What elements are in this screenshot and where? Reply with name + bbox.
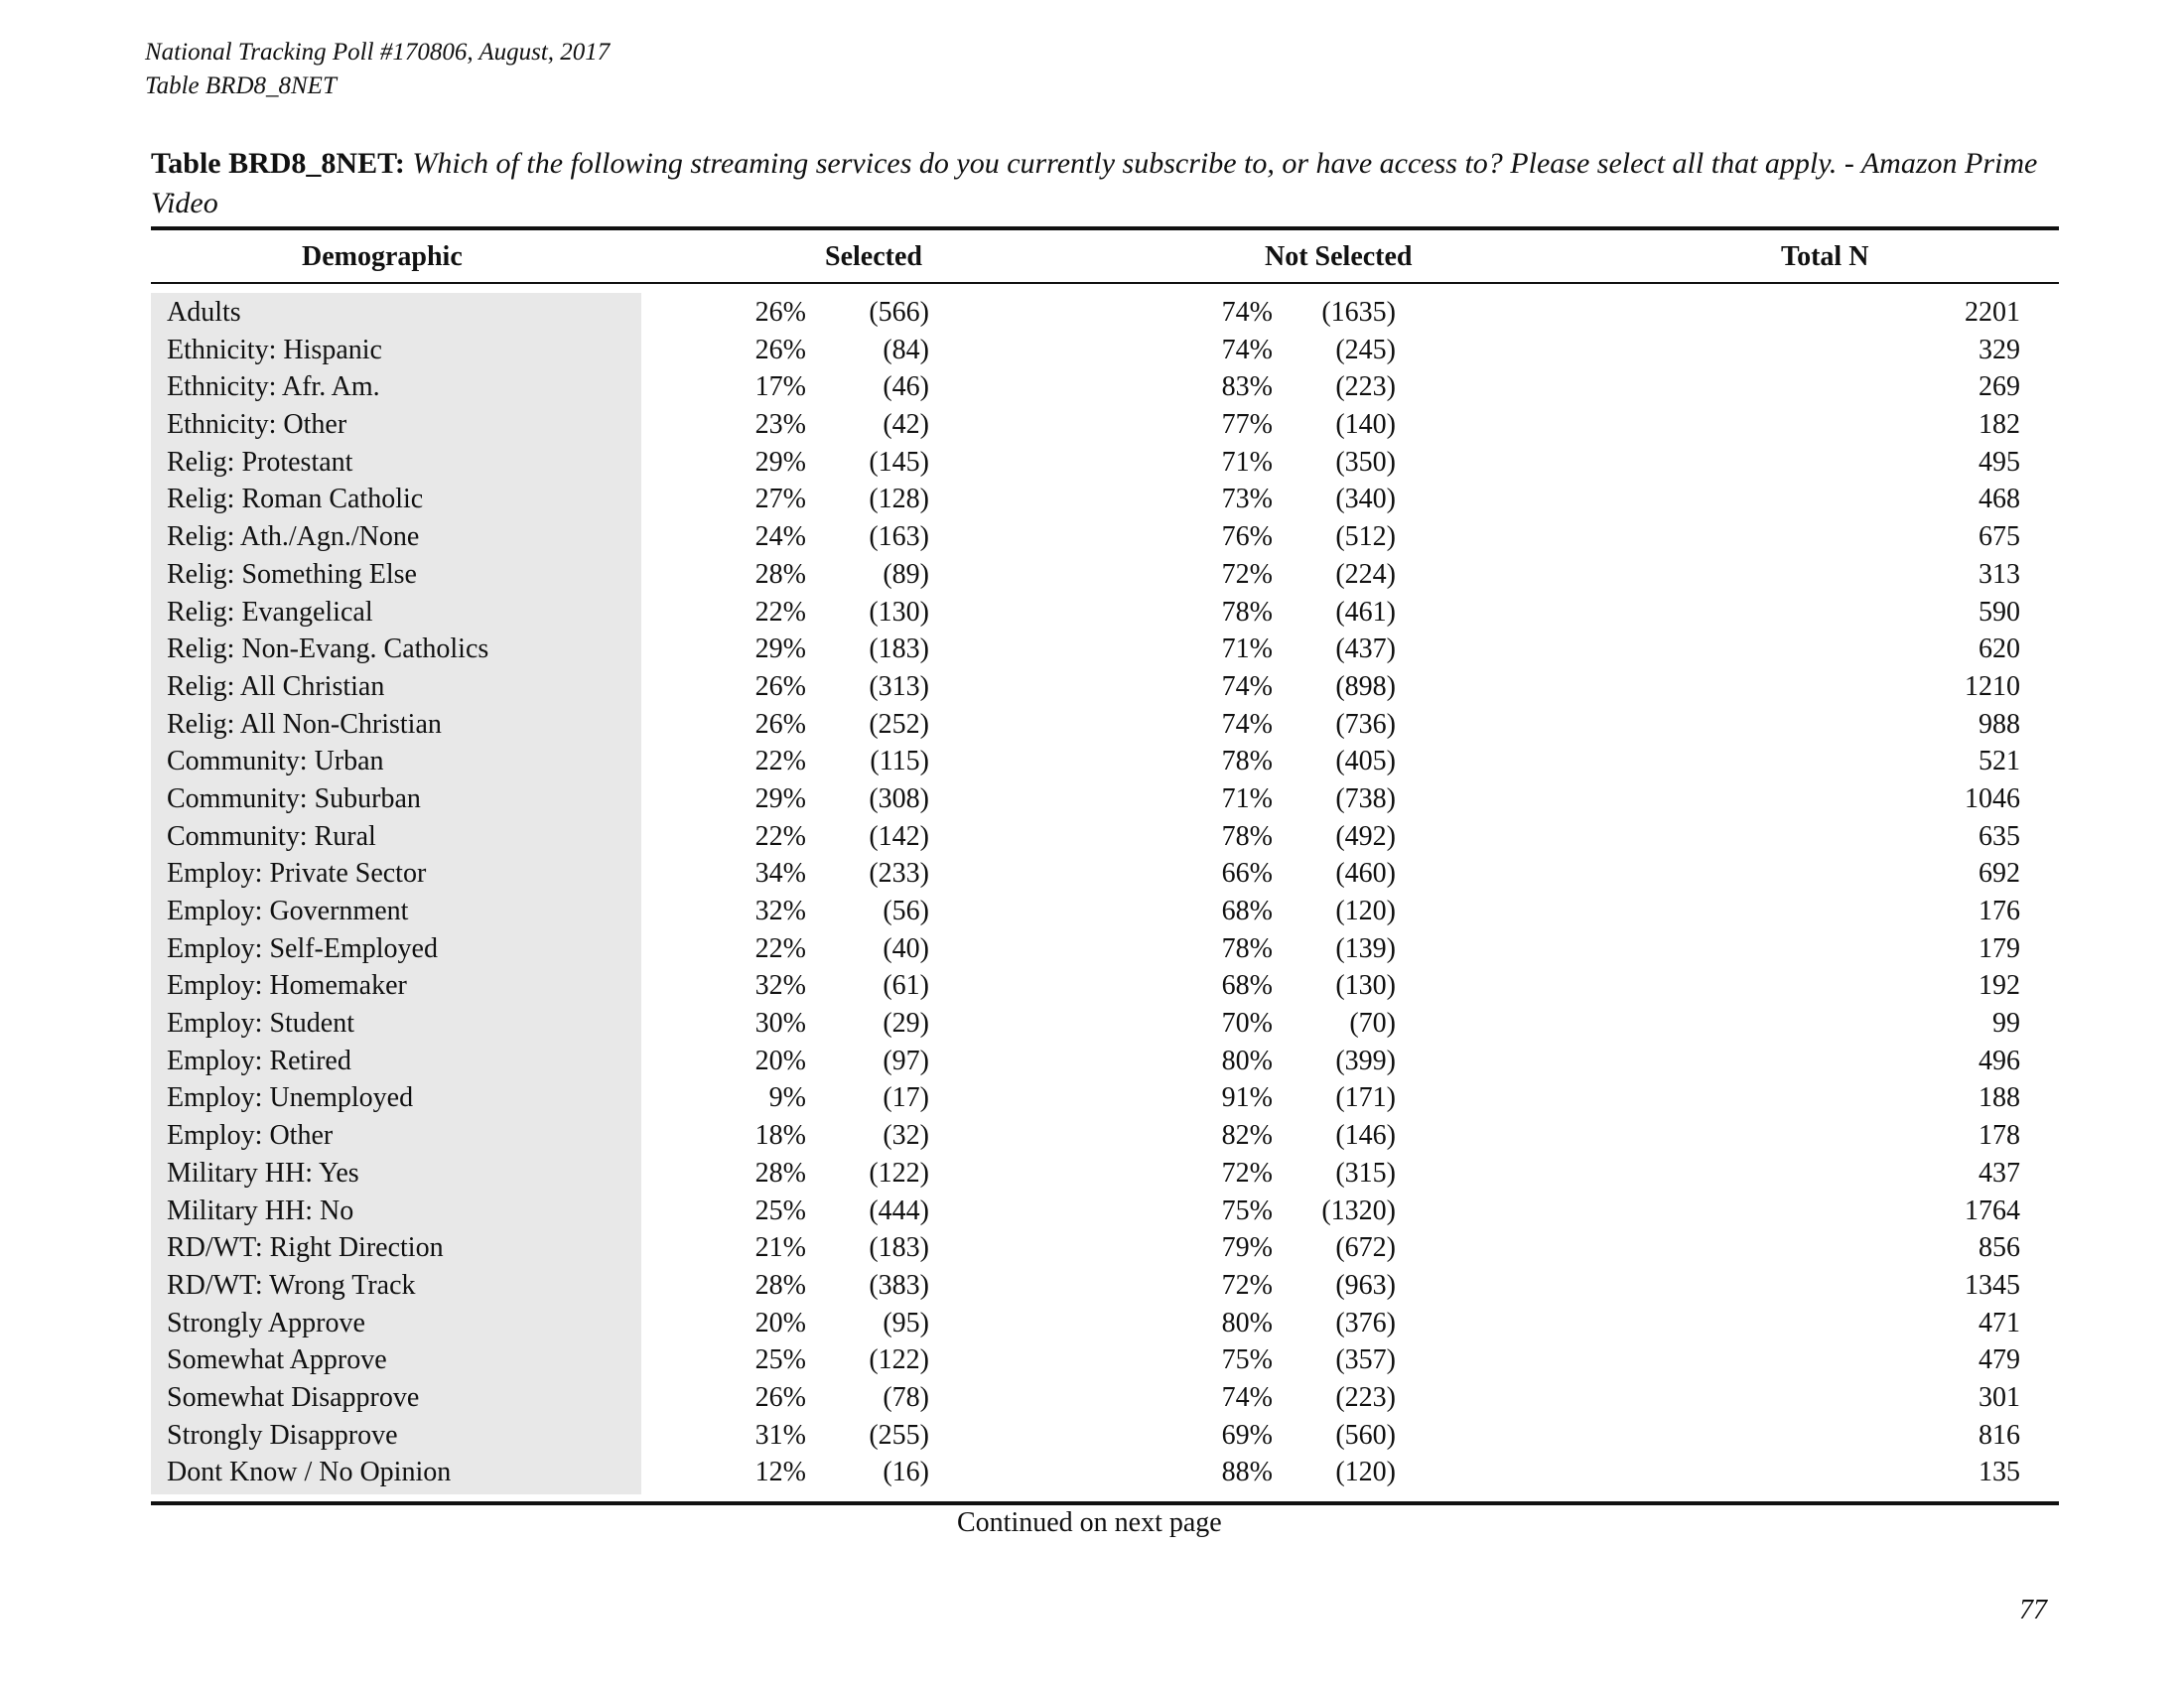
selected-count-cell: (95)	[883, 1307, 929, 1338]
demographic-cell: Employ: Homemaker	[167, 970, 407, 1002]
total-n-cell: 179	[1979, 932, 2020, 964]
table-row	[0, 1193, 2184, 1230]
demographic-cell: Adults	[167, 297, 241, 328]
total-n-cell: 590	[1979, 596, 2020, 628]
not-selected-count-cell: (672)	[1335, 1232, 1396, 1264]
not-selected-count-cell: (224)	[1335, 558, 1396, 590]
table-row	[0, 780, 2184, 818]
demographic-cell: Community: Suburban	[167, 782, 421, 814]
total-n-cell: 856	[1979, 1232, 2020, 1264]
not-selected-percent-cell: 73%	[1221, 484, 1273, 515]
selected-count-cell: (32)	[883, 1120, 929, 1152]
selected-percent-cell: 32%	[754, 896, 806, 926]
not-selected-count-cell: (340)	[1335, 484, 1396, 515]
table-row	[0, 1305, 2184, 1342]
demographic-cell: Employ: Other	[167, 1120, 334, 1152]
demographic-cell: Dont Know / No Opinion	[167, 1457, 452, 1488]
table-row	[0, 1155, 2184, 1193]
table-row	[0, 1117, 2184, 1155]
selected-count-cell: (56)	[883, 896, 929, 926]
table-row	[0, 444, 2184, 482]
not-selected-count-cell: (315)	[1335, 1157, 1396, 1189]
table-row	[0, 406, 2184, 444]
selected-percent-cell: 22%	[754, 820, 806, 852]
not-selected-percent-cell: 91%	[1221, 1082, 1273, 1114]
column-header-demographic: Demographic	[302, 241, 463, 272]
selected-percent-cell: 28%	[754, 1269, 806, 1301]
selected-count-cell: (40)	[883, 932, 929, 964]
not-selected-count-cell: (146)	[1335, 1120, 1396, 1152]
column-header-selected: Selected	[825, 241, 922, 272]
page-header	[145, 36, 610, 103]
not-selected-count-cell: (245)	[1335, 334, 1396, 365]
selected-count-cell: (313)	[869, 670, 929, 702]
selected-count-cell: (42)	[883, 409, 929, 441]
selected-percent-cell: 32%	[754, 970, 806, 1002]
selected-percent-cell: 26%	[754, 297, 806, 328]
total-n-cell: 135	[1979, 1457, 2020, 1488]
not-selected-count-cell: (399)	[1335, 1045, 1396, 1076]
not-selected-percent-cell: 71%	[1221, 633, 1273, 665]
table-row	[0, 556, 2184, 594]
not-selected-percent-cell: 71%	[1221, 782, 1273, 814]
selected-percent-cell: 12%	[754, 1457, 806, 1488]
table-title-question: Which of the following streaming services do you currently subscribe to, or have access to? Please select all that apply. - Amazon Prime Video	[151, 147, 2038, 219]
demographic-cell: Employ: Private Sector	[167, 858, 427, 890]
not-selected-percent-cell: 66%	[1221, 858, 1273, 890]
selected-percent-cell: 20%	[754, 1045, 806, 1076]
continued-note: Continued on next page	[957, 1507, 1222, 1538]
selected-percent-cell: 28%	[754, 1157, 806, 1189]
not-selected-percent-cell: 80%	[1221, 1045, 1273, 1076]
demographic-cell: Ethnicity: Hispanic	[167, 334, 382, 365]
table-row	[0, 893, 2184, 930]
selected-count-cell: (252)	[869, 708, 929, 740]
selected-percent-cell: 31%	[754, 1419, 806, 1451]
demographic-cell: Employ: Retired	[167, 1045, 351, 1076]
table-row	[0, 594, 2184, 632]
not-selected-count-cell: (1635)	[1321, 297, 1396, 328]
demographic-cell: RD/WT: Wrong Track	[167, 1269, 416, 1301]
not-selected-percent-cell: 74%	[1221, 670, 1273, 702]
selected-count-cell: (444)	[869, 1195, 929, 1226]
not-selected-percent-cell: 78%	[1221, 746, 1273, 777]
selected-count-cell: (566)	[869, 297, 929, 328]
demographic-cell: Employ: Self-Employed	[167, 932, 438, 964]
table-row	[0, 743, 2184, 780]
total-n-cell: 471	[1979, 1307, 2020, 1338]
not-selected-count-cell: (437)	[1335, 633, 1396, 665]
total-n-cell: 468	[1979, 484, 2020, 515]
selected-count-cell: (183)	[869, 1232, 929, 1264]
selected-count-cell: (17)	[883, 1082, 929, 1114]
demographic-cell: Somewhat Disapprove	[167, 1381, 420, 1413]
selected-count-cell: (122)	[869, 1157, 929, 1189]
not-selected-percent-cell: 76%	[1221, 521, 1273, 553]
table-row	[0, 1267, 2184, 1305]
table-header-rule	[151, 282, 2059, 284]
demographic-cell: Relig: Evangelical	[167, 596, 373, 628]
table-row	[0, 967, 2184, 1005]
poll-name: National Tracking Poll #170806, August, 2017	[145, 39, 611, 66]
selected-percent-cell: 25%	[754, 1195, 806, 1226]
not-selected-percent-cell: 83%	[1221, 371, 1273, 403]
not-selected-count-cell: (140)	[1335, 409, 1396, 441]
total-n-cell: 620	[1979, 633, 2020, 665]
not-selected-count-cell: (963)	[1335, 1269, 1396, 1301]
table-row	[0, 481, 2184, 518]
demographic-cell: Community: Rural	[167, 820, 376, 852]
not-selected-count-cell: (512)	[1335, 521, 1396, 553]
table-row	[0, 930, 2184, 968]
selected-count-cell: (233)	[869, 858, 929, 890]
not-selected-count-cell: (223)	[1335, 1381, 1396, 1413]
demographic-cell: Employ: Unemployed	[167, 1082, 414, 1114]
table-row	[0, 332, 2184, 369]
not-selected-percent-cell: 74%	[1221, 334, 1273, 365]
table-row	[0, 1379, 2184, 1417]
not-selected-count-cell: (461)	[1335, 596, 1396, 628]
not-selected-percent-cell: 88%	[1221, 1457, 1273, 1488]
selected-percent-cell: 29%	[754, 446, 806, 478]
selected-percent-cell: 26%	[754, 708, 806, 740]
not-selected-percent-cell: 70%	[1221, 1008, 1273, 1040]
not-selected-count-cell: (405)	[1335, 746, 1396, 777]
not-selected-count-cell: (171)	[1335, 1082, 1396, 1114]
demographic-cell: Ethnicity: Other	[167, 409, 347, 441]
selected-count-cell: (383)	[869, 1269, 929, 1301]
total-n-cell: 329	[1979, 334, 2020, 365]
demographic-cell: Military HH: No	[167, 1195, 354, 1226]
selected-percent-cell: 29%	[754, 782, 806, 814]
demographic-cell: Relig: Ath./Agn./None	[167, 521, 420, 553]
not-selected-percent-cell: 75%	[1221, 1344, 1273, 1376]
not-selected-percent-cell: 69%	[1221, 1419, 1273, 1451]
selected-count-cell: (16)	[883, 1457, 929, 1488]
selected-count-cell: (46)	[883, 371, 929, 403]
table-row	[0, 1229, 2184, 1267]
not-selected-percent-cell: 82%	[1221, 1120, 1273, 1152]
not-selected-percent-cell: 78%	[1221, 932, 1273, 964]
total-n-cell: 1345	[1965, 1269, 2020, 1301]
selected-percent-cell: 29%	[754, 633, 806, 665]
total-n-cell: 182	[1979, 409, 2020, 441]
table-row	[0, 631, 2184, 668]
table-row	[0, 1079, 2184, 1117]
page-number: 77	[2019, 1595, 2047, 1625]
table-row	[0, 1454, 2184, 1491]
selected-percent-cell: 17%	[754, 371, 806, 403]
selected-count-cell: (145)	[869, 446, 929, 478]
not-selected-percent-cell: 74%	[1221, 708, 1273, 740]
table-row	[0, 1005, 2184, 1043]
selected-count-cell: (308)	[869, 782, 929, 814]
not-selected-count-cell: (350)	[1335, 446, 1396, 478]
total-n-cell: 437	[1979, 1157, 2020, 1189]
selected-percent-cell: 18%	[754, 1120, 806, 1152]
demographic-cell: Relig: Non-Evang. Catholics	[167, 633, 489, 665]
column-header-total: Total N	[1781, 241, 1869, 272]
not-selected-count-cell: (898)	[1335, 670, 1396, 702]
demographic-cell: Relig: Roman Catholic	[167, 484, 424, 515]
total-n-cell: 1764	[1965, 1195, 2020, 1226]
selected-percent-cell: 30%	[754, 1008, 806, 1040]
not-selected-count-cell: (223)	[1335, 371, 1396, 403]
not-selected-percent-cell: 79%	[1221, 1232, 1273, 1264]
selected-percent-cell: 25%	[754, 1344, 806, 1376]
selected-count-cell: (97)	[883, 1045, 929, 1076]
selected-percent-cell: 26%	[754, 1381, 806, 1413]
selected-percent-cell: 23%	[754, 409, 806, 441]
demographic-cell: Strongly Disapprove	[167, 1419, 398, 1451]
not-selected-count-cell: (736)	[1335, 708, 1396, 740]
table-title-label: Table BRD8_8NET:	[151, 147, 405, 180]
demographic-cell: Community: Urban	[167, 746, 384, 777]
not-selected-percent-cell: 78%	[1221, 820, 1273, 852]
total-n-cell: 2201	[1965, 297, 2020, 328]
table-row	[0, 1341, 2184, 1379]
selected-count-cell: (115)	[870, 746, 929, 777]
not-selected-count-cell: (130)	[1335, 970, 1396, 1002]
demographic-cell: Employ: Government	[167, 896, 409, 926]
selected-percent-cell: 28%	[754, 558, 806, 590]
selected-percent-cell: 20%	[754, 1307, 806, 1338]
total-n-cell: 188	[1979, 1082, 2020, 1114]
selected-percent-cell: 26%	[754, 670, 806, 702]
table-row	[0, 818, 2184, 856]
not-selected-percent-cell: 80%	[1221, 1307, 1273, 1338]
selected-count-cell: (128)	[869, 484, 929, 515]
not-selected-percent-cell: 72%	[1221, 558, 1273, 590]
not-selected-count-cell: (492)	[1335, 820, 1396, 852]
not-selected-percent-cell: 72%	[1221, 1157, 1273, 1189]
total-n-cell: 816	[1979, 1419, 2020, 1451]
not-selected-count-cell: (120)	[1335, 896, 1396, 926]
demographic-cell: Ethnicity: Afr. Am.	[167, 371, 380, 403]
selected-percent-cell: 26%	[754, 334, 806, 365]
not-selected-percent-cell: 68%	[1221, 970, 1273, 1002]
table-row	[0, 1417, 2184, 1455]
demographic-cell: Strongly Approve	[167, 1307, 365, 1338]
demographic-cell: Employ: Student	[167, 1008, 354, 1040]
selected-count-cell: (61)	[883, 970, 929, 1002]
table-row	[0, 518, 2184, 556]
selected-percent-cell: 34%	[754, 858, 806, 890]
selected-percent-cell: 27%	[754, 484, 806, 515]
not-selected-percent-cell: 68%	[1221, 896, 1273, 926]
selected-count-cell: (255)	[869, 1419, 929, 1451]
total-n-cell: 988	[1979, 708, 2020, 740]
demographic-cell: Relig: All Non-Christian	[167, 708, 442, 740]
not-selected-percent-cell: 78%	[1221, 596, 1273, 628]
not-selected-percent-cell: 72%	[1221, 1269, 1273, 1301]
total-n-cell: 176	[1979, 896, 2020, 926]
table-id: Table BRD8_8NET	[145, 72, 337, 99]
not-selected-count-cell: (738)	[1335, 782, 1396, 814]
not-selected-count-cell: (357)	[1335, 1344, 1396, 1376]
total-n-cell: 692	[1979, 858, 2020, 890]
demographic-cell: Relig: Something Else	[167, 558, 417, 590]
total-n-cell: 521	[1979, 746, 2020, 777]
selected-count-cell: (163)	[869, 521, 929, 553]
total-n-cell: 635	[1979, 820, 2020, 852]
table-row	[0, 1043, 2184, 1080]
not-selected-percent-cell: 71%	[1221, 446, 1273, 478]
selected-count-cell: (142)	[869, 820, 929, 852]
not-selected-percent-cell: 77%	[1221, 409, 1273, 441]
total-n-cell: 301	[1979, 1381, 2020, 1413]
table-row	[0, 668, 2184, 706]
total-n-cell: 269	[1979, 371, 2020, 403]
total-n-cell: 192	[1979, 970, 2020, 1002]
demographic-cell: Military HH: Yes	[167, 1157, 359, 1189]
selected-count-cell: (84)	[883, 334, 929, 365]
selected-count-cell: (78)	[883, 1381, 929, 1413]
not-selected-count-cell: (120)	[1335, 1457, 1396, 1488]
selected-percent-cell: 22%	[754, 932, 806, 964]
not-selected-count-cell: (560)	[1335, 1419, 1396, 1451]
table-row	[0, 855, 2184, 893]
selected-count-cell: (89)	[883, 558, 929, 590]
selected-count-cell: (183)	[869, 633, 929, 665]
not-selected-percent-cell: 74%	[1221, 1381, 1273, 1413]
table-row	[0, 294, 2184, 332]
selected-percent-cell: 22%	[754, 596, 806, 628]
total-n-cell: 479	[1979, 1344, 2020, 1376]
demographic-cell: Relig: Protestant	[167, 446, 353, 478]
total-n-cell: 1046	[1965, 782, 2020, 814]
selected-count-cell: (29)	[883, 1008, 929, 1040]
table-body	[0, 294, 2184, 1491]
not-selected-count-cell: (70)	[1349, 1008, 1396, 1040]
selected-count-cell: (130)	[869, 596, 929, 628]
demographic-cell: Relig: All Christian	[167, 670, 385, 702]
selected-percent-cell: 21%	[754, 1232, 806, 1264]
total-n-cell: 313	[1979, 558, 2020, 590]
not-selected-count-cell: (1320)	[1321, 1195, 1396, 1226]
table-title	[151, 144, 2067, 223]
total-n-cell: 1210	[1965, 670, 2020, 702]
total-n-cell: 178	[1979, 1120, 2020, 1152]
table-row	[0, 706, 2184, 744]
table-top-rule	[151, 226, 2059, 230]
column-header-not-selected: Not Selected	[1265, 241, 1413, 272]
not-selected-count-cell: (139)	[1335, 932, 1396, 964]
not-selected-percent-cell: 75%	[1221, 1195, 1273, 1226]
selected-percent-cell: 24%	[754, 521, 806, 553]
total-n-cell: 495	[1979, 446, 2020, 478]
not-selected-percent-cell: 74%	[1221, 297, 1273, 328]
not-selected-count-cell: (460)	[1335, 858, 1396, 890]
table-row	[0, 368, 2184, 406]
selected-count-cell: (122)	[869, 1344, 929, 1376]
demographic-cell: RD/WT: Right Direction	[167, 1232, 444, 1264]
total-n-cell: 675	[1979, 521, 2020, 553]
selected-percent-cell: 9%	[768, 1082, 806, 1114]
demographic-cell: Somewhat Approve	[167, 1344, 387, 1376]
selected-percent-cell: 22%	[754, 746, 806, 777]
total-n-cell: 99	[1992, 1008, 2020, 1040]
not-selected-count-cell: (376)	[1335, 1307, 1396, 1338]
total-n-cell: 496	[1979, 1045, 2020, 1076]
